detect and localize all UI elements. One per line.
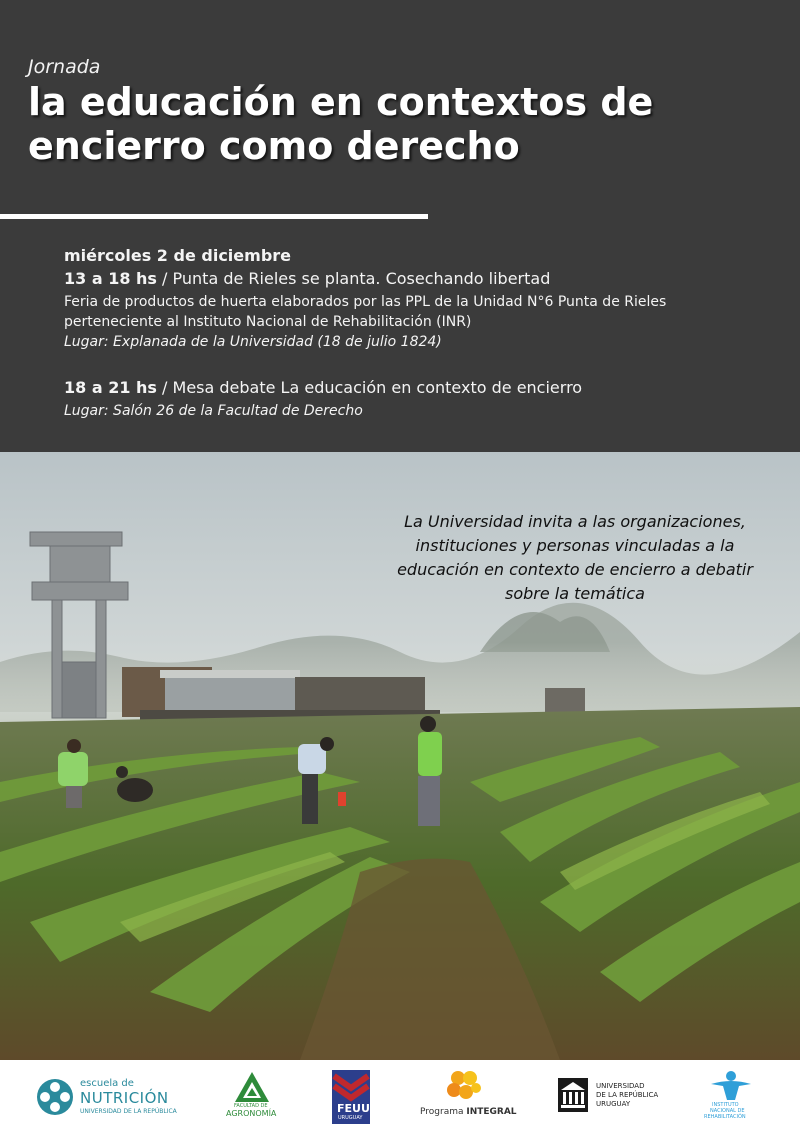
logo-nutricion (36, 1070, 196, 1122)
title-line-2: encierro como derecho (28, 124, 520, 168)
inr-line-3: REHABILITACIÓN (704, 1114, 746, 1120)
logo-agronomia (222, 1070, 282, 1122)
event-1-name: / Punta de Rieles se planta. Cosechando libertad (156, 269, 551, 288)
udelar-line-1: UNIVERSIDAD (596, 1082, 645, 1090)
nutricion-sub: UNIVERSIDAD DE LA REPÚBLICA (80, 1108, 177, 1115)
event-2-place: Lugar: Salón 26 de la Facultad de Derecho (64, 403, 363, 419)
invite-line-3: educación en contexto de encierro a debatir (397, 560, 753, 579)
event-1-place: Lugar: Explanada de la Universidad (18 de julio 1824) (64, 334, 442, 350)
title-line-1: la educación en contextos de (28, 80, 654, 124)
inr-line-2: NACIONAL DE (710, 1108, 745, 1114)
nutricion-flower-icon (36, 1078, 74, 1116)
nutricion-top: escuela de (80, 1078, 134, 1089)
udelar-line-2: DE LA REPÚBLICA (596, 1091, 659, 1099)
integral-dots-icon (446, 1070, 482, 1102)
logo-feuu (332, 1070, 370, 1122)
logo-inr (700, 1070, 762, 1122)
logo-integral (420, 1070, 520, 1122)
invitation-text (380, 510, 770, 606)
event-2-heading (64, 378, 784, 397)
feuu-sub: URUGUAY (338, 1115, 363, 1121)
schedule (64, 246, 784, 421)
event-1-heading (64, 269, 784, 288)
integral-label (420, 1107, 517, 1117)
logo-udelar (558, 1070, 668, 1122)
integral-prefix: Programa (420, 1107, 467, 1117)
integral-main: INTEGRAL (466, 1107, 517, 1117)
event-block-2 (64, 378, 784, 421)
event-1-time: 13 a 18 hs (64, 269, 157, 288)
header-banner (0, 0, 800, 452)
sponsor-logos (0, 1060, 800, 1131)
invite-line-4: sobre la temática (505, 584, 645, 603)
udelar-building-icon (558, 1078, 588, 1112)
event-date: miércoles 2 de diciembre (64, 246, 292, 265)
event-1-desc-1: Feria de productos de huerta elaborados por las PPL de la Unidad N°6 Punta de Rieles (64, 294, 667, 310)
event-kicker: Jornada (28, 56, 101, 78)
invite-line-2: instituciones y personas vinculadas a la (415, 536, 735, 555)
feuu-main: FEUU (337, 1102, 370, 1115)
agronomia-main: AGRONOMÍA (226, 1109, 277, 1118)
title-divider (0, 214, 428, 219)
event-2-time: 18 a 21 hs (64, 378, 157, 397)
feuu-chevron-icon (332, 1072, 370, 1102)
event-2-name: / Mesa debate La educación en contexto de encierro (156, 378, 583, 397)
event-block-1 (64, 269, 784, 352)
agronomia-top: FACULTAD DE (234, 1103, 268, 1109)
agronomia-triangle-icon (235, 1072, 269, 1102)
inr-person-icon (709, 1070, 753, 1100)
garden-photo (0, 452, 800, 1060)
inr-line-1: INSTITUTO (712, 1102, 739, 1108)
invite-line-1: La Universidad invita a las organizaciones, (404, 512, 746, 531)
event-1-desc-2: perteneciente al Instituto Nacional de Rehabilitación (INR) (64, 314, 472, 330)
event-title (28, 80, 788, 168)
udelar-line-3: URUGUAY (596, 1100, 631, 1108)
nutricion-main: NUTRICIÓN (80, 1089, 169, 1107)
